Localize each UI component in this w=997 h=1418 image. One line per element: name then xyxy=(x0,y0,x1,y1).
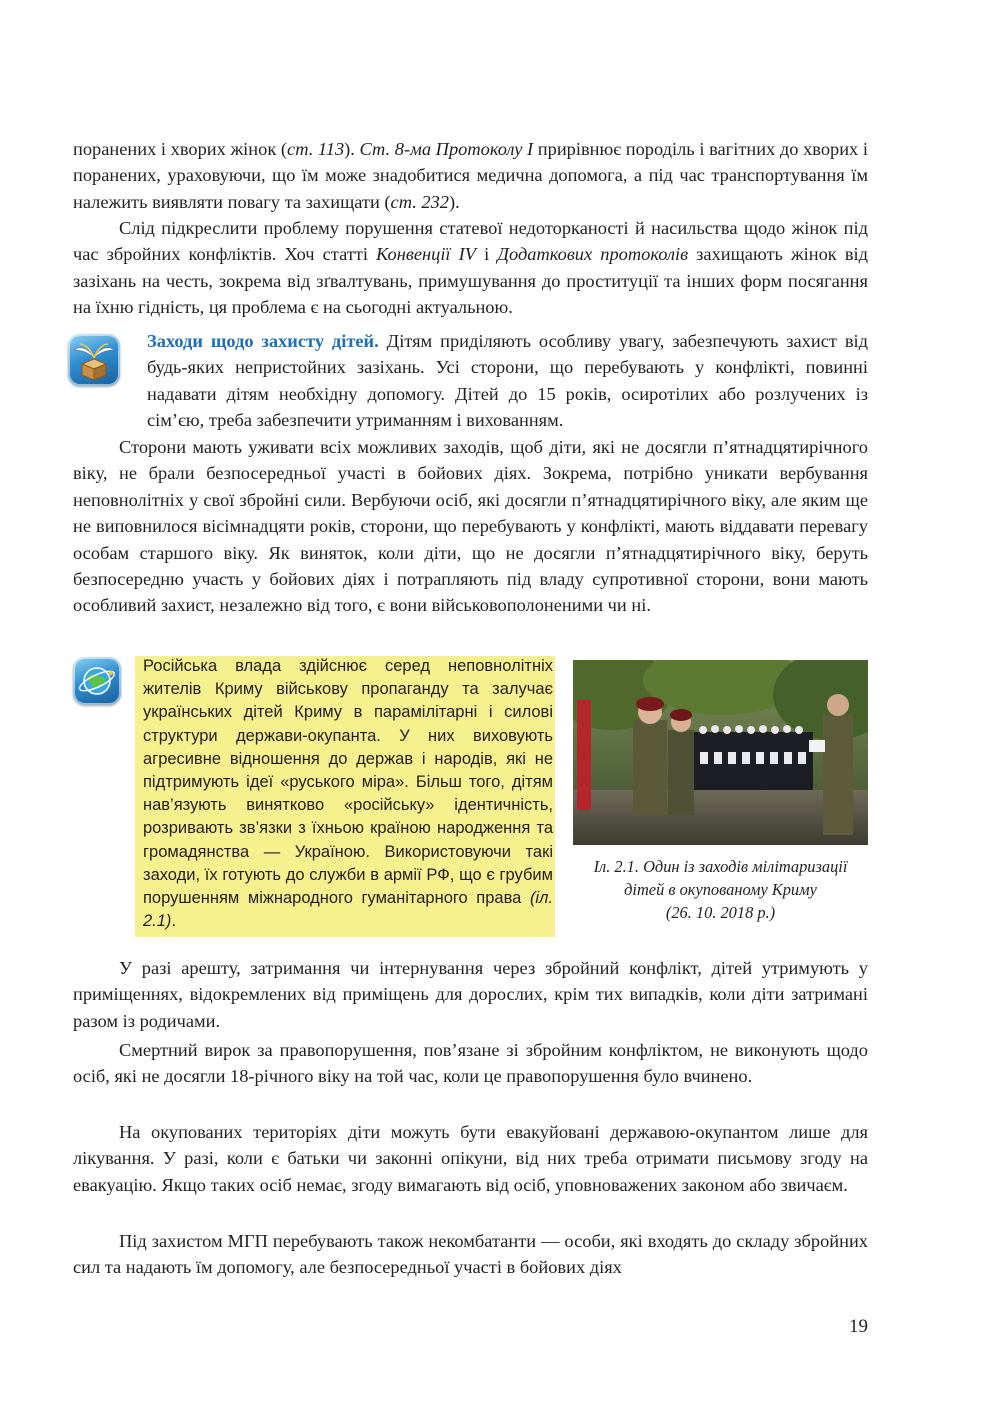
text-run: ). xyxy=(344,139,360,159)
text-run: захищають жінок від зазіхань на честь, зокрема від зґвалтувань, примушування до проституції та інших форм посягання на їхню гідність, ця проблема є на сьогодні актуальною. xyxy=(73,244,868,318)
highlight-box-text xyxy=(143,655,553,933)
article-reference: ст. 113 xyxy=(287,139,345,159)
text-run: Російська влада здійснює серед неповнолітніх жителів Криму військову пропаганду та залучає українських дітей Криму в парамілітарні і силові структури держави-окупанта. У них виховують агресивне відношення до держав і народів, які не підтримують ідеї «руського міра». Більш того, дітям нав’язують винятково «російську» ідентичність, розривають зв’язки з їхньою країною народження та громадянства — Україною. Використовуючи такі заходи, їх готують до служби в армії РФ, що є грубим порушенням міжнародного гуманітарного права xyxy=(143,657,553,908)
paragraph-7: Смертний вирок за правопорушення, пов’язане зі збройним конфліктом, не виконують щодо осіб, які не досягли 18-річного віку на той час, коли це правопорушення було вчинено. xyxy=(73,1040,868,1087)
page-number: 19 xyxy=(849,1316,868,1337)
text-run: Слід підкреслити проблему порушення статевої недоторканості й насильства щодо жінок під час збройних конфліктів. Хоч статті xyxy=(73,218,868,265)
caption-line: дітей в окупованому Криму xyxy=(624,880,817,899)
article-reference: ст. 232 xyxy=(390,191,449,212)
book-box-icon xyxy=(68,334,120,386)
paragraph-4: Сторони мають уживати всіх можливих заходів, щоб діти, які не досягли п’ятнадцятирічного віку, не брали безпосередньої участі в бойових діях. Зокрема, потрібно уникати вербування неповнолітніх у свої збройні сили. Вербуючи осіб, які досягли п’ятнадцятирічного віку, але яким ще не виповнилося вісімнадцяти років, сторони, що перебувають у конфлікті, мають віддавати перевагу особам старшого віку. Як виняток, коли діти, що не досягли п’ятнадцятирічного віку, беруть безпосередню участь у бойових діях і потрапляють під владу супротивної сторони, вони мають особливий захист, незалежно від того, є вони військовополоненими чи ні. xyxy=(73,437,868,616)
protocol-reference: Ст. 8-ма Протоколу I xyxy=(359,139,534,159)
section-heading: Заходи щодо захисту дітей. xyxy=(147,331,379,351)
protocols-reference: Додаткових протоколів xyxy=(497,244,689,265)
figure-photo xyxy=(573,660,868,845)
convention-reference: Конвенції IV xyxy=(376,244,476,265)
globe-icon xyxy=(73,657,121,705)
text-run: і xyxy=(476,244,498,265)
children-protection-paragraph xyxy=(147,328,868,434)
text-run: . xyxy=(171,912,177,931)
figure-caption xyxy=(573,855,868,924)
text-run: ). xyxy=(448,191,460,212)
section-text: Дітям приділяють особливу увагу, забезпечують захист від будь-яких непристойних зазіхань. Усі сторони, що перебувають у конфлікті, повинні надавати дітям необхідну допомогу. Дітей до 15 років, осиротілих або розлучених із сім’єю, треба забезпечити утриманням і вихованням. xyxy=(147,331,868,431)
caption-line: Іл. 2.1. Один із заходів мілітаризації xyxy=(593,857,848,876)
text-run: поранених і хворих жінок ( xyxy=(73,139,288,159)
caption-date: (26. 10. 2018 р.) xyxy=(665,903,776,922)
text-run: прирівнює породіль і вагітних до хворих і поранених, ураховуючи, що їм може знадобитися медична допомога, а під час транспортування їм належить виявляти повагу та захищати ( xyxy=(73,139,868,212)
paragraph-9: Під захистом МГП перебувають також некомбатанти — особи, які входять до складу збройних сил та надають їм допомогу, але безпосередньої участі в бойових діях xyxy=(73,1231,868,1278)
figure-reference: (іл. 2.1) xyxy=(143,889,553,931)
photo-illustration xyxy=(573,660,868,845)
paragraph-2 xyxy=(73,215,868,321)
paragraph-6: У разі арешту, затримання чи інтернування через збройний конфлікт, дітей утримують у приміщеннях, відокремлених від приміщень для дорослих, крім тих випадків, коли діти затримані разом із родичами. xyxy=(73,958,868,1031)
paragraph-1 xyxy=(73,136,868,215)
paragraph-8: На окупованих територіях діти можуть бути евакуйовані державою-окупантом лише для лікування. У разі, коли є батьки чи законні опікуни, від них треба отримати письмову згоду на евакуацію. Якщо таких осіб немає, згоду вимагають від осіб, уповноважених законом або звичаєм. xyxy=(73,1122,868,1195)
